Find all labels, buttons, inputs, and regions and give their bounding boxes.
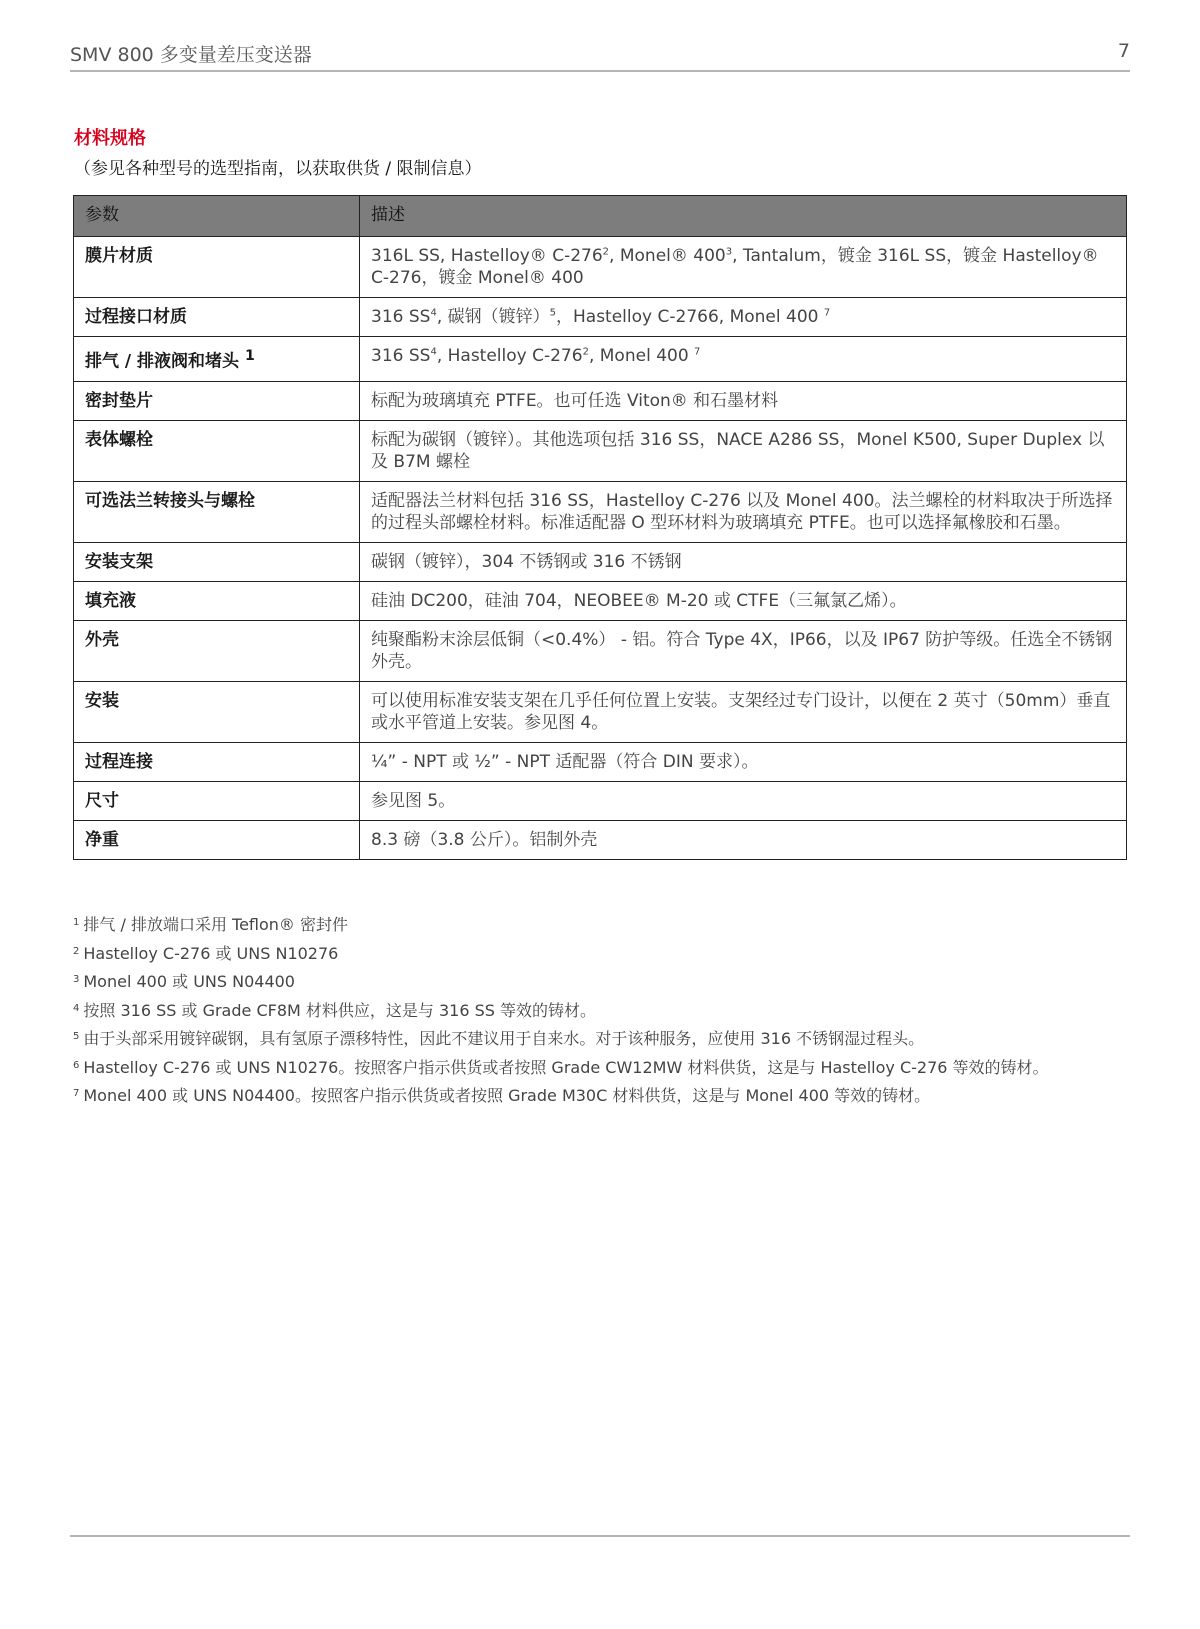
page-header [70, 40, 1130, 70]
description-cell: 适配器法兰材料包括 316 SS，Hastelloy C-276 以及 Monel 400。法兰螺栓的材料取决于所选择的过程头部螺栓材料。标准适配器 O 型环材料为玻璃填充 PTFE。也可以选择氟橡胶和石墨。 [360, 481, 1127, 542]
table-row [74, 381, 1127, 420]
table-row [74, 781, 1127, 820]
parameter-cell: 外壳 [74, 620, 360, 681]
parameter-cell: 过程接口材质 [74, 298, 360, 337]
description-cell: 硅油 DC200，硅油 704，NEOBEE® M-20 或 CTFE（三氟氯乙烯）。 [360, 581, 1127, 620]
table-row [74, 337, 1127, 382]
parameter-cell: 膜片材质 [74, 237, 360, 298]
footnote-number: 5 [73, 1031, 80, 1042]
parameter-cell: 密封垫片 [74, 381, 360, 420]
parameter-cell: 净重 [74, 820, 360, 859]
parameter-cell: 表体螺栓 [74, 420, 360, 481]
material-spec-table [73, 195, 1127, 860]
footnotes [73, 911, 1133, 1111]
footnote [73, 911, 1133, 940]
parameter-cell: 尺寸 [74, 781, 360, 820]
description-cell: 316 $SS^4$, Hastelloy $C-276^2$, Monel 400 $^7$ [360, 337, 1127, 382]
table-row [74, 298, 1127, 337]
footnote-text: 按照 316 SS 或 Grade CF8M 材料供应，这是与 316 SS 等效的铸材。 [83, 1000, 596, 1020]
table-row [74, 237, 1127, 298]
table-row [74, 742, 1127, 781]
footnote-text: 由于头部采用镀锌碳钢，具有氢原子漂移特性，因此不建议用于自来水。对于该种服务，应使用 316 不锈钢湿过程头。 [83, 1029, 925, 1048]
table-row [74, 620, 1127, 681]
parameter-cell: 排气 / 排液阀和堵头 $^1$ [74, 337, 360, 382]
footnote-text: Hastelloy C-276 或 UNS N10276。按照客户指示供货或者按照 Grade CW12MW 材料供货，这是与 Hastelloy C-276 等效的铸材。 [83, 1057, 1049, 1077]
footnote-number: 3 [73, 974, 80, 985]
table-row [74, 581, 1127, 620]
footnote [73, 940, 1133, 969]
table-row [74, 820, 1127, 859]
document-title: SMV 800 多变量差压变送器 [70, 44, 312, 66]
table-row [74, 481, 1127, 542]
footnote-number: 7 [73, 1088, 80, 1099]
description-cell: 纯聚酯粉末涂层低铜（<0.4%） - 铝。符合 Type 4X，IP66，以及 IP67 防护等级。任选全不锈钢外壳。 [360, 620, 1127, 681]
parameter-cell: 可选法兰转接头与螺栓 [74, 481, 360, 542]
footnote-text: Hastelloy C-276 或 UNS N10276 [83, 943, 339, 963]
description-cell: 标配为玻璃填充 PTFE。也可任选 Viton® 和石墨材料 [360, 381, 1127, 420]
footnote [73, 1025, 1133, 1054]
footnote-number: 6 [73, 1059, 80, 1071]
table-row [74, 681, 1127, 742]
footnote [73, 1082, 1133, 1111]
footnote-number: 2 [73, 945, 80, 957]
description-cell: 可以使用标准安装支架在几乎任何位置上安装。支架经过专门设计，以便在 2 英寸（50mm）垂直或水平管道上安装。参见图 4。 [360, 681, 1127, 742]
description-cell: 8.3 磅（3.8 公斤）。铝制外壳 [360, 820, 1127, 859]
footnote-text: Monel 400 或 UNS N04400 [83, 972, 295, 991]
parameter-cell: 填充液 [74, 581, 360, 620]
header-divider [70, 70, 1130, 72]
parameter-cell: 安装支架 [74, 542, 360, 581]
description-cell: 316 $SS^4$, 碳钢（镀锌）$^5$，Hastelloy C-2766, Monel 400 $^7$ [360, 298, 1127, 337]
section-title: 材料规格 [74, 128, 146, 149]
footnote [73, 968, 1133, 997]
table-row [74, 542, 1127, 581]
page-number: 7 [1117, 40, 1130, 62]
column-header-description: 描述 [360, 196, 1127, 237]
footnote-number: 1 [73, 917, 80, 928]
section-subtitle: （参见各种型号的选型指南，以获取供货 / 限制信息） [74, 159, 482, 179]
footnote [73, 997, 1133, 1026]
table-body [74, 237, 1127, 860]
table-header-row [74, 196, 1127, 237]
parameter-cell: 安装 [74, 681, 360, 742]
footnote [73, 1054, 1133, 1083]
description-cell: 参见图 5。 [360, 781, 1127, 820]
column-header-parameter: 参数 [74, 196, 360, 237]
description-cell: 316L SS, Hastelloy® $C-276^2$, Monel® $400^3$, Tantalum，镀金 316L SS，镀金 Hastelloy® C-276，镀金 Monel® 400 [360, 237, 1127, 298]
footnote-number: 4 [73, 1002, 80, 1014]
description-cell: ¼” - NPT 或 ½” - NPT 适配器（符合 DIN 要求）。 [360, 742, 1127, 781]
footnote-text: Monel 400 或 UNS N04400。按照客户指示供货或者按照 Grade M30C 材料供货，这是与 Monel 400 等效的铸材。 [83, 1086, 931, 1105]
description-cell: 碳钢（镀锌），304 不锈钢或 316 不锈钢 [360, 542, 1127, 581]
parameter-cell: 过程连接 [74, 742, 360, 781]
footnote-text: 排气 / 排放端口采用 Teflon® 密封件 [83, 915, 349, 934]
description-cell: 标配为碳钢（镀锌）。其他选项包括 316 SS，NACE A286 SS，Monel K500, Super Duplex 以及 B7M 螺栓 [360, 420, 1127, 481]
footer-divider [70, 1535, 1130, 1537]
table-row [74, 420, 1127, 481]
